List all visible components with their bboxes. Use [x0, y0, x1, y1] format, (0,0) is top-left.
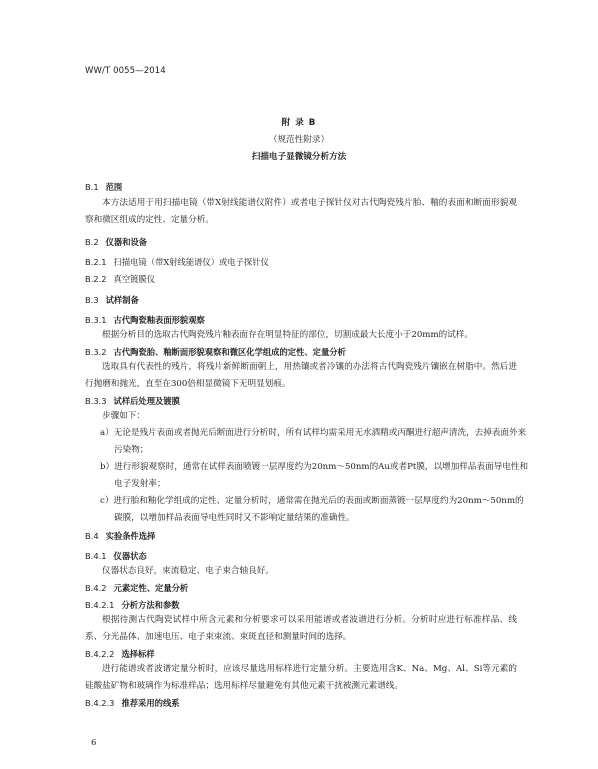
paragraph-b4-2-1: 根据待测古代陶瓷试样中所含元素和分析要求可以采用能谱或者波谱进行分析。分析时应进行标准样品、线系、分光晶体、加速电压、电子束束流、束斑直径和测量时间的选择。 [85, 615, 517, 642]
appendix-title: 附 录 B [281, 118, 317, 128]
clause-heading-b4-2: B.4.2 元素定性、定量分析 [85, 583, 189, 593]
page-number: 6 [91, 738, 97, 748]
paragraph-b3-1: 根据分析目的选取古代陶瓷残片釉表面存在明显特征的部位，切割成最大长度小于20mm的试样。 [102, 330, 473, 340]
paragraph-b4-2-2: 进行能谱或者波谱定量分析时，应该尽量选用标样进行定量分析。主要选用含K、Na、Mg、Al、Si等元素的硅酸盐矿物和玻璃作为标准样品；选用标样尽量避免有其他元素干扰被测元素谱线。 [85, 664, 517, 691]
clause-heading-b3-3: B.3.3 试样后处理及镀膜 [85, 396, 180, 406]
paragraph-b1: 本方法适用于用扫描电镜（带X射线能谱仪附件）或者电子探针仪对古代陶瓷残片胎、釉的表面和断面形貌观察和微区组成的定性、定量分析。 [85, 198, 517, 225]
section-heading-b2: B.2 仪器和设备 [85, 237, 148, 247]
clause-heading-b4-2-1: B.4.2.1 分析方法和参数 [85, 600, 180, 610]
list-item-c: c）进行胎和釉化学组成的定性、定量分析时，通常需在抛光后的表面或断面蒸镀一层厚度约为20nm～50nm的碳膜，以增加样品表面导电性同时又不影响定量结果的准确性。 [100, 496, 524, 523]
steps-intro: 步骤如下： [102, 411, 145, 421]
list-item-b: b）进行形貌观察时，通常在试样表面喷镀一层厚度约为20nm～50nm的Au或者Pt膜，以增加样品表面导电性和电子发射率； [100, 462, 529, 489]
paragraph-b4-1: 仪器状态良好，束流稳定、电子束合轴良好。 [102, 566, 274, 576]
list-item-a: a）无论是残片表面或者抛光后断面进行分析时，所有试样均需采用无水酒精或丙酮进行超声清洗，去掉表面外来污染物； [100, 428, 527, 455]
section-heading-b4: B.4 实验条件选择 [85, 531, 156, 541]
clause-b2-2: B.2.2 真空镀膜仪 [85, 274, 156, 284]
section-heading-b3: B.3 试样制备 [85, 295, 139, 305]
clause-heading-b3-2: B.3.2 古代陶瓷胎、釉断面形貌观察和微区化学组成的定性、定量分析 [85, 347, 346, 357]
appendix-type: （规范性附录） [268, 135, 330, 145]
clause-heading-b4-1: B.4.1 仪器状态 [85, 551, 147, 561]
standard-code: WW/T 0055—2014 [85, 66, 166, 76]
section-heading-b1: B.1 范围 [85, 182, 123, 192]
clause-heading-b4-2-2: B.4.2.2 选择标样 [85, 649, 155, 659]
clause-heading-b4-2-3: B.4.2.3 推荐采用的线系 [85, 698, 180, 708]
appendix-name: 扫描电子显微镜分析方法 [251, 152, 347, 162]
clause-heading-b3-1: B.3.1 古代陶瓷釉表面形貌观察 [85, 315, 205, 325]
paragraph-b3-2: 选取具有代表性的残片，将残片新鲜断面朝上，用热镶或者冷镶的办法将古代陶瓷残片镶嵌在树脂中。然后进行抛磨和抛光，直至在300倍相显微镜下无明显划痕。 [85, 362, 517, 389]
clause-b2-1: B.2.1 扫描电镜（带X射线能谱仪）或电子探针仪 [85, 257, 269, 267]
